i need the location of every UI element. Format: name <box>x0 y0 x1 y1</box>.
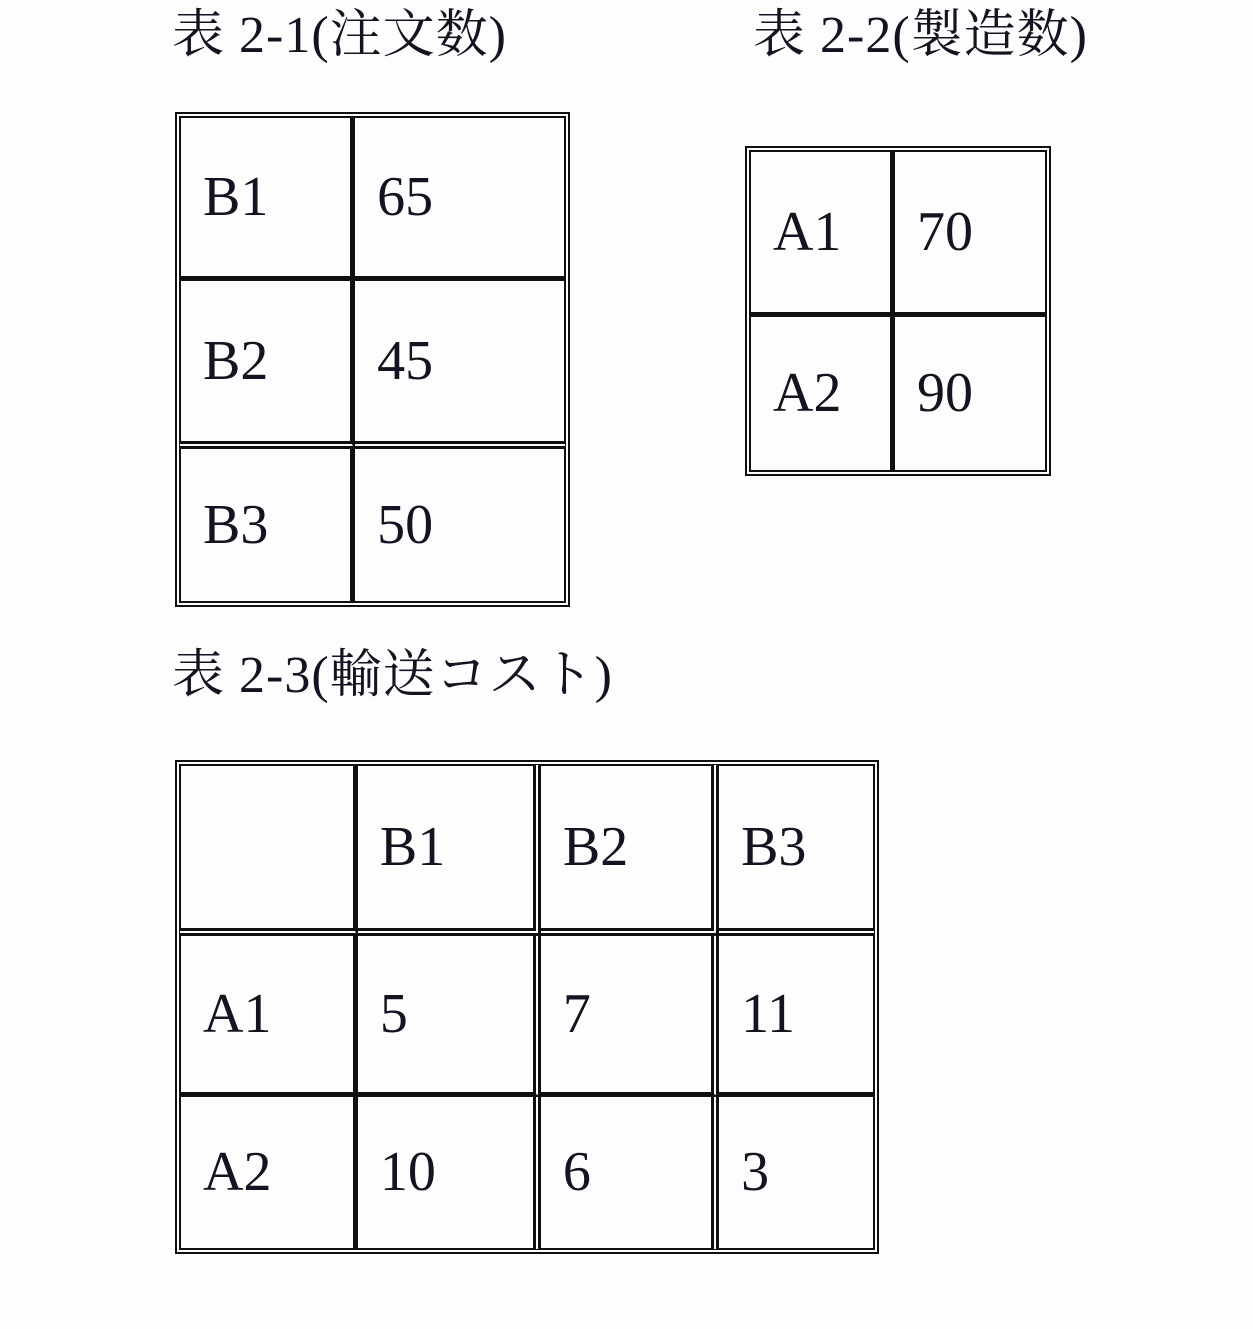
value-cell: 6 <box>541 1097 719 1251</box>
row-label-cell: A1 <box>749 150 895 317</box>
table-2-1-orders <box>175 112 570 607</box>
table-row <box>749 317 1047 472</box>
row-label-cell: B1 <box>179 116 355 281</box>
table-row <box>179 449 566 603</box>
row-label-cell: B3 <box>179 449 355 603</box>
value-cell: 11 <box>719 936 875 1096</box>
value-cell: 10 <box>358 1097 541 1251</box>
production-table <box>749 150 1047 472</box>
header-cell: B3 <box>719 764 875 936</box>
value-cell: 45 <box>355 281 566 449</box>
value-cell: 50 <box>355 449 566 603</box>
value-cell: 3 <box>719 1097 875 1251</box>
header-cell: B1 <box>358 764 541 936</box>
table-2-2-production <box>745 146 1051 476</box>
table-row <box>179 936 875 1096</box>
value-cell: 70 <box>895 150 1047 317</box>
table-2-3-transport-cost <box>175 760 879 1254</box>
value-cell: 90 <box>895 317 1047 472</box>
value-cell: 5 <box>358 936 541 1096</box>
table-row <box>179 281 566 449</box>
header-cell: B2 <box>541 764 719 936</box>
value-cell: 7 <box>541 936 719 1096</box>
table-row <box>179 1097 875 1251</box>
orders-table <box>179 116 566 603</box>
value-cell: 65 <box>355 116 566 281</box>
table-row <box>749 150 1047 317</box>
table-2-2-title: 表 2-2(製造数) <box>753 7 1088 64</box>
row-label-cell: B2 <box>179 281 355 449</box>
row-label-cell: A2 <box>749 317 895 472</box>
table-header-row <box>179 764 875 936</box>
table-row <box>179 116 566 281</box>
header-cell-blank <box>179 764 358 936</box>
transport-cost-table <box>179 764 875 1250</box>
table-2-1-title: 表 2-1(注文数) <box>172 7 507 64</box>
row-label-cell: A1 <box>179 936 358 1096</box>
table-2-3-title: 表 2-3(輸送コスト) <box>172 647 613 704</box>
row-label-cell: A2 <box>179 1097 358 1251</box>
